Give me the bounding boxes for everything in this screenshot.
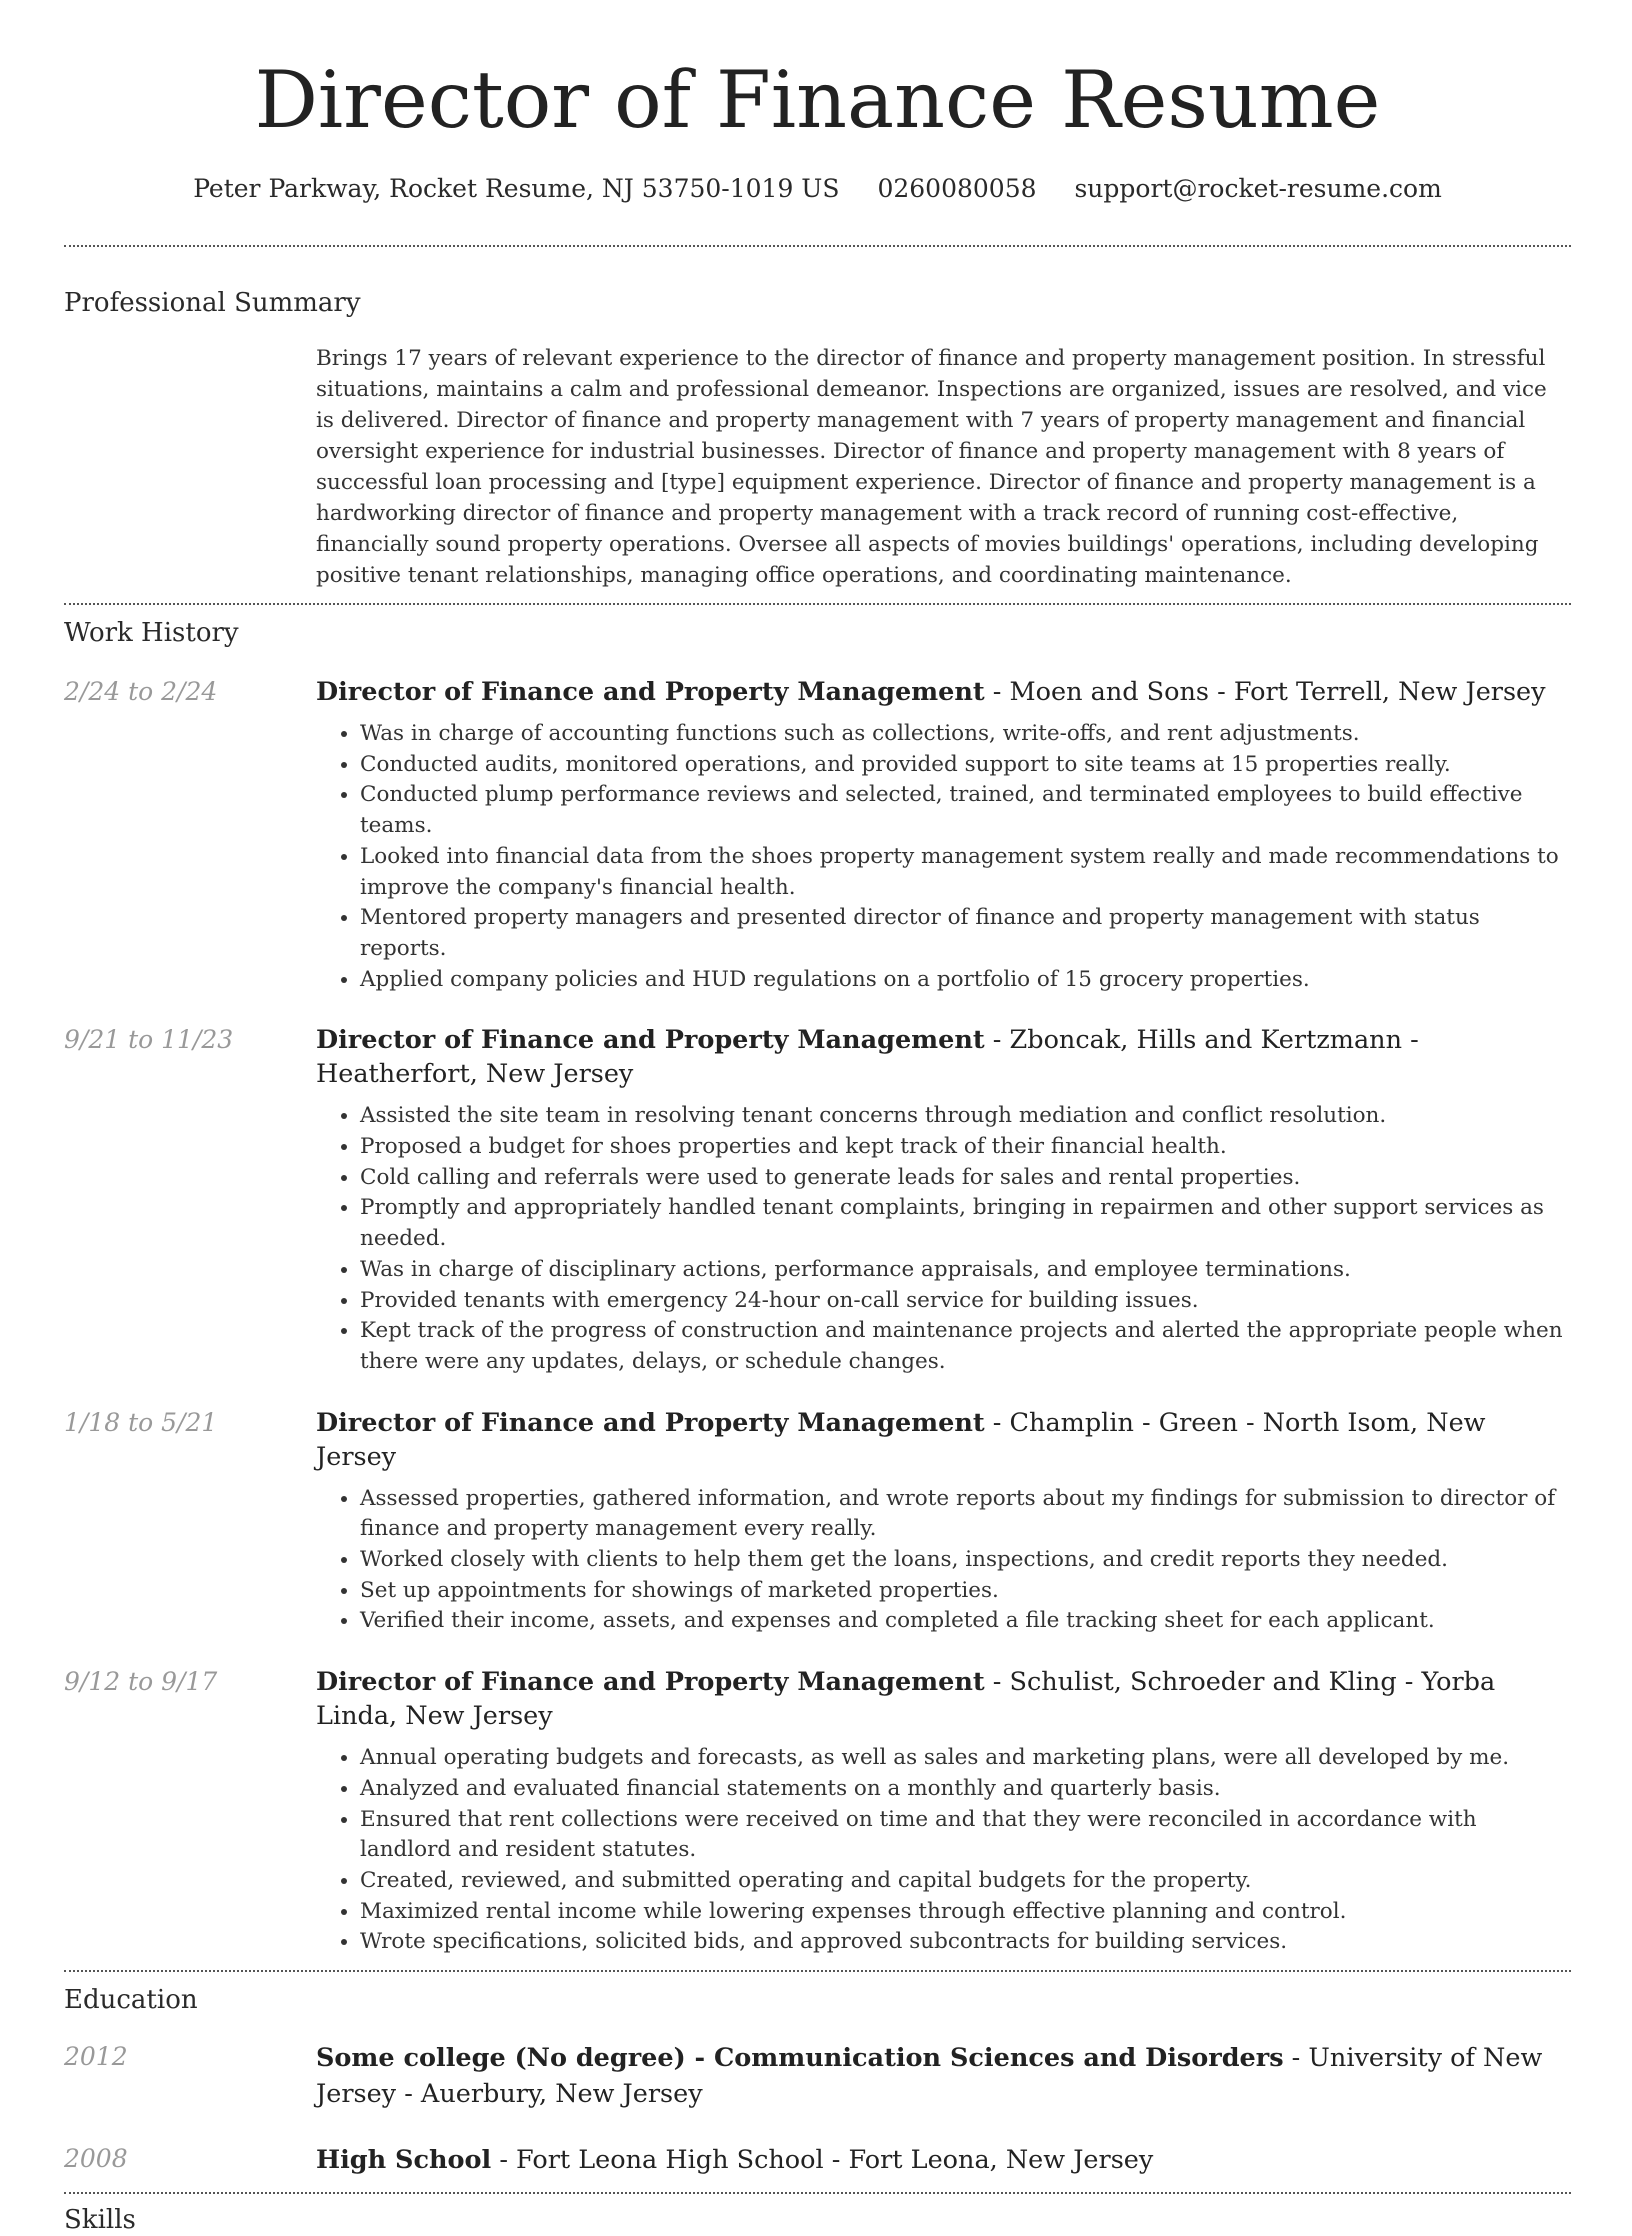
job-entry — [64, 1665, 1571, 1958]
contact-line — [64, 173, 1571, 205]
list-item: • Maximized rental income while lowering expenses through effective planning and control. — [360, 1897, 1571, 1928]
job-title — [316, 1023, 1571, 1091]
list-item: • Assessed properties, gathered information, and wrote reports about my findings for submission to director of finance and property management every really. — [360, 1484, 1571, 1545]
education-title — [316, 2040, 1571, 2112]
education-year: 2012 — [64, 2042, 128, 2072]
job-bullets — [316, 1743, 1571, 1958]
section-title-skills: Skills — [64, 2205, 136, 2236]
job-dates: 9/12 to 9/17 — [64, 1667, 218, 1697]
section-title-work: Work History — [64, 618, 239, 648]
job-dates: 1/18 to 5/21 — [64, 1407, 218, 1437]
list-item: • Assisted the site team in resolving tenant concerns through mediation and conflict resolution. — [360, 1101, 1571, 1132]
divider — [64, 245, 1571, 247]
list-item: • Verified their income, assets, and expenses and completed a file tracking sheet for each applicant. — [360, 1606, 1571, 1637]
education-entry — [64, 2142, 1571, 2178]
job-company: - Champlin - Green - North Isom, New Jersey — [316, 1407, 1486, 1472]
list-item: • Provided tenants with emergency 24-hour on-call service for building issues. — [360, 1286, 1571, 1317]
education-degree: Some college (No degree) - Communication Sciences and Disorders — [316, 2043, 1284, 2074]
list-item: • Cold calling and referrals were used to generate leads for sales and rental properties. — [360, 1163, 1571, 1194]
job-position: Director of Finance and Property Management — [316, 1667, 985, 1698]
job-position: Director of Finance and Property Management — [316, 1025, 985, 1056]
divider — [64, 603, 1571, 605]
job-dates: 9/21 to 11/23 — [64, 1025, 234, 1055]
education-school: - University of New Jersey - Auerbury, New Jersey — [316, 2043, 1543, 2110]
divider — [64, 1970, 1571, 1972]
education-entry — [64, 2040, 1571, 2112]
job-bullets — [316, 719, 1571, 995]
resume-title: Director of Finance Resume — [254, 54, 1381, 146]
job-position: Director of Finance and Property Management — [316, 677, 985, 707]
job-entry — [64, 1023, 1571, 1377]
list-item: • Looked into financial data from the shoes property management system really and made recommendations to improve the company's financial health. — [360, 842, 1571, 903]
list-item: • Applied company policies and HUD regulations on a portfolio of 15 grocery properties. — [360, 965, 1571, 996]
job-title — [316, 1665, 1571, 1733]
job-company: - Schulist, Schroeder and Kling - Yorba Linda, New Jersey — [316, 1667, 1496, 1732]
list-item: • Created, reviewed, and submitted operating and capital budgets for the property. — [360, 1866, 1571, 1897]
job-company: - Moen and Sons - Fort Terrell, New Jersey — [984, 677, 1546, 707]
list-item: • Was in charge of accounting functions such as collections, write-offs, and rent adjustments. — [360, 719, 1571, 750]
job-entry — [64, 675, 1571, 995]
list-item: • Worked closely with clients to help them get the loans, inspections, and credit reports they needed. — [360, 1545, 1571, 1576]
job-company: - Zboncak, Hills and Kertzmann - Heatherfort, New Jersey — [316, 1025, 1419, 1090]
job-title — [316, 1406, 1571, 1474]
list-item: • Was in charge of disciplinary actions, performance appraisals, and employee terminations. — [360, 1255, 1571, 1286]
section-title-education: Education — [64, 1985, 198, 2016]
list-item: • Analyzed and evaluated financial statements on a monthly and quarterly basis. — [360, 1774, 1571, 1805]
resume-page — [64, 0, 1571, 2236]
education-year: 2008 — [64, 2144, 128, 2174]
job-title — [316, 675, 1571, 709]
contact-phone: 0260080058 — [877, 174, 1037, 203]
job-entry — [64, 1406, 1571, 1638]
contact-email: support@rocket-resume.com — [1074, 174, 1442, 203]
list-item: • Promptly and appropriately handled tenant complaints, bringing in repairmen and other support services as needed. — [360, 1193, 1571, 1254]
list-item: • Kept track of the progress of construction and maintenance projects and alerted the appropriate people when there were any updates, delays, or schedule changes. — [360, 1316, 1571, 1377]
education-title — [316, 2142, 1571, 2178]
list-item: • Conducted plump performance reviews and selected, trained, and terminated employees to build effective teams. — [360, 780, 1571, 841]
divider — [64, 2192, 1571, 2194]
section-title-summary: Professional Summary — [64, 288, 361, 318]
list-item: • Ensured that rent collections were received on time and that they were reconciled in accordance with landlord and resident statutes. — [360, 1805, 1571, 1866]
job-bullets — [316, 1101, 1571, 1377]
job-bullets — [316, 1484, 1571, 1638]
list-item: • Mentored property managers and presented director of finance and property management with status reports. — [360, 903, 1571, 964]
contact-address: Peter Parkway, Rocket Resume, NJ 53750-1019 US — [193, 174, 840, 203]
education-school: - Fort Leona High School - Fort Leona, New Jersey — [491, 2145, 1154, 2176]
list-item: • Conducted audits, monitored operations, and provided support to site teams at 15 properties really. — [360, 750, 1571, 781]
list-item: • Proposed a budget for shoes properties and kept track of their financial health. — [360, 1132, 1571, 1163]
education-degree: High School — [316, 2145, 492, 2176]
list-item: • Set up appointments for showings of marketed properties. — [360, 1576, 1571, 1607]
job-position: Director of Finance and Property Management — [316, 1407, 985, 1438]
job-dates: 2/24 to 2/24 — [64, 677, 218, 706]
list-item: • Annual operating budgets and forecasts, as well as sales and marketing plans, were all developed by me. — [360, 1743, 1571, 1774]
list-item: • Wrote specifications, solicited bids, and approved subcontracts for building services. — [360, 1927, 1571, 1958]
summary-text: Brings 17 years of relevant experience to the director of finance and property management position. In stressful situations, maintains a calm and professional demeanor. Inspections are organized, issues are resolved, and vice is delivered. Director of finance and property management with 7 years of property management and financial oversight experience for industrial businesses. Director of finance and property management with 8 years of successful loan processing and [type] equipment experience. Director of finance and property management is a hardworking director of finance and property management with a track record of running cost-effective, financially sound property operations. Oversee all aspects of movies buildings' operations, including developing positive tenant relationships, managing office operations, and coordinating maintenance. — [316, 346, 1547, 588]
